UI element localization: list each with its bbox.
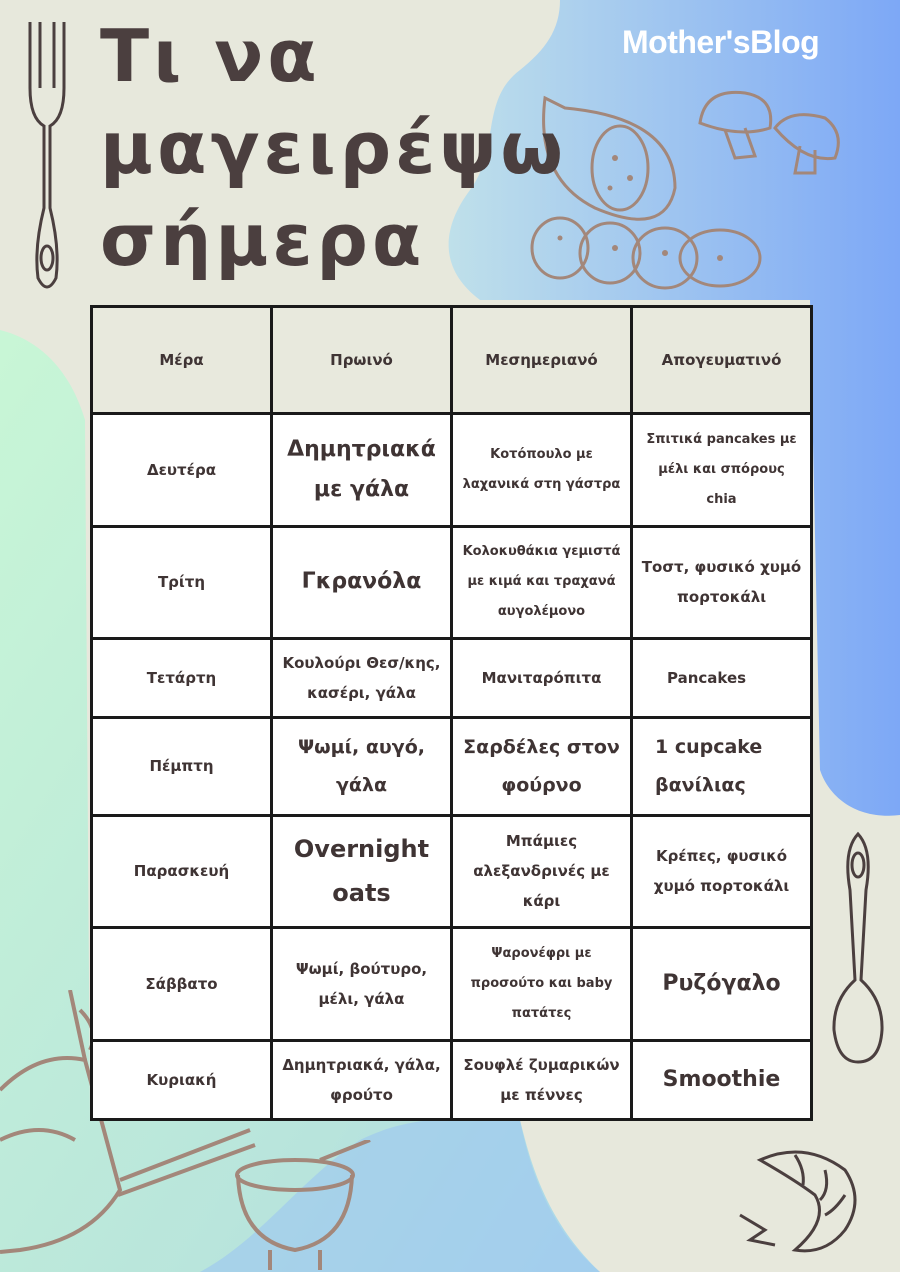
header-snack: Απογευματινό [632, 307, 812, 414]
breakfast-cell: Κουλούρι Θεσ/κης, κασέρι, γάλα [272, 639, 452, 718]
lunch-cell: Κοτόπουλο με λαχανικά στη γάστρα [452, 414, 632, 527]
table-row [92, 414, 812, 527]
title-line-2: μαγειρέψω [100, 106, 567, 190]
table-row [92, 639, 812, 718]
table-header-row [92, 307, 812, 414]
snack-cell: 1 cupcake βανίλιας [632, 718, 812, 815]
mortar-icon [230, 1140, 380, 1272]
snack-cell: Τοστ, φυσικό χυμό πορτοκάλι [632, 526, 812, 639]
lunch-cell: Σουφλέ ζυμαρικών με πέννες [452, 1040, 632, 1119]
day-cell: Κυριακή [92, 1040, 272, 1119]
snack-cell: Smoothie [632, 1040, 812, 1119]
lunch-cell: Ψαρονέφρι με προσούτο και baby πατάτες [452, 928, 632, 1041]
title-line-3: σήμερα [100, 198, 426, 282]
breakfast-cell: Ψωμί, αυγό, γάλα [272, 718, 452, 815]
header-lunch: Μεσημεριανό [452, 307, 632, 414]
brand-logo[interactable]: Mother'sBlog [622, 24, 820, 60]
day-cell: Παρασκευή [92, 815, 272, 928]
title-line-1: Τι να [100, 14, 321, 98]
lunch-cell: Σαρδέλες στον φούρνο [452, 718, 632, 815]
header-day: Μέρα [92, 307, 272, 414]
meal-plan-table [90, 305, 813, 1121]
fork-icon [22, 18, 72, 298]
mushroom-icon [695, 88, 845, 183]
table-row [92, 1040, 812, 1119]
snack-cell: Σπιτικά pancakes με μέλι και σπόρους chia [632, 414, 812, 527]
breakfast-cell: Γκρανόλα [272, 526, 452, 639]
day-cell: Τρίτη [92, 526, 272, 639]
breakfast-cell: Overnight oats [272, 815, 452, 928]
page-title [100, 10, 567, 286]
breakfast-cell: Δημητριακά, γάλα, φρούτο [272, 1040, 452, 1119]
snack-cell: Pancakes [632, 639, 812, 718]
spoon-icon [828, 830, 888, 1065]
day-cell: Δευτέρα [92, 414, 272, 527]
table-row [92, 526, 812, 639]
snack-cell: Κρέπες, φυσικό χυμό πορτοκάλι [632, 815, 812, 928]
breakfast-cell: Ψωμί, βούτυρο, μέλι, γάλα [272, 928, 452, 1041]
header-breakfast: Πρωινό [272, 307, 452, 414]
lunch-cell: Κολοκυθάκια γεμιστά με κιμά και τραχανά αυγολέμονο [452, 526, 632, 639]
day-cell: Τετάρτη [92, 639, 272, 718]
breakfast-cell: Δημητριακά με γάλα [272, 414, 452, 527]
table-row [92, 928, 812, 1041]
table-row [92, 718, 812, 815]
day-cell: Πέμπτη [92, 718, 272, 815]
croissant-icon [735, 1140, 865, 1260]
day-cell: Σάββατο [92, 928, 272, 1041]
table-row [92, 815, 812, 928]
lunch-cell: Μανιταρόπιτα [452, 639, 632, 718]
lunch-cell: Μπάμιες αλεξανδρινές με κάρι [452, 815, 632, 928]
snack-cell: Ρυζόγαλο [632, 928, 812, 1041]
